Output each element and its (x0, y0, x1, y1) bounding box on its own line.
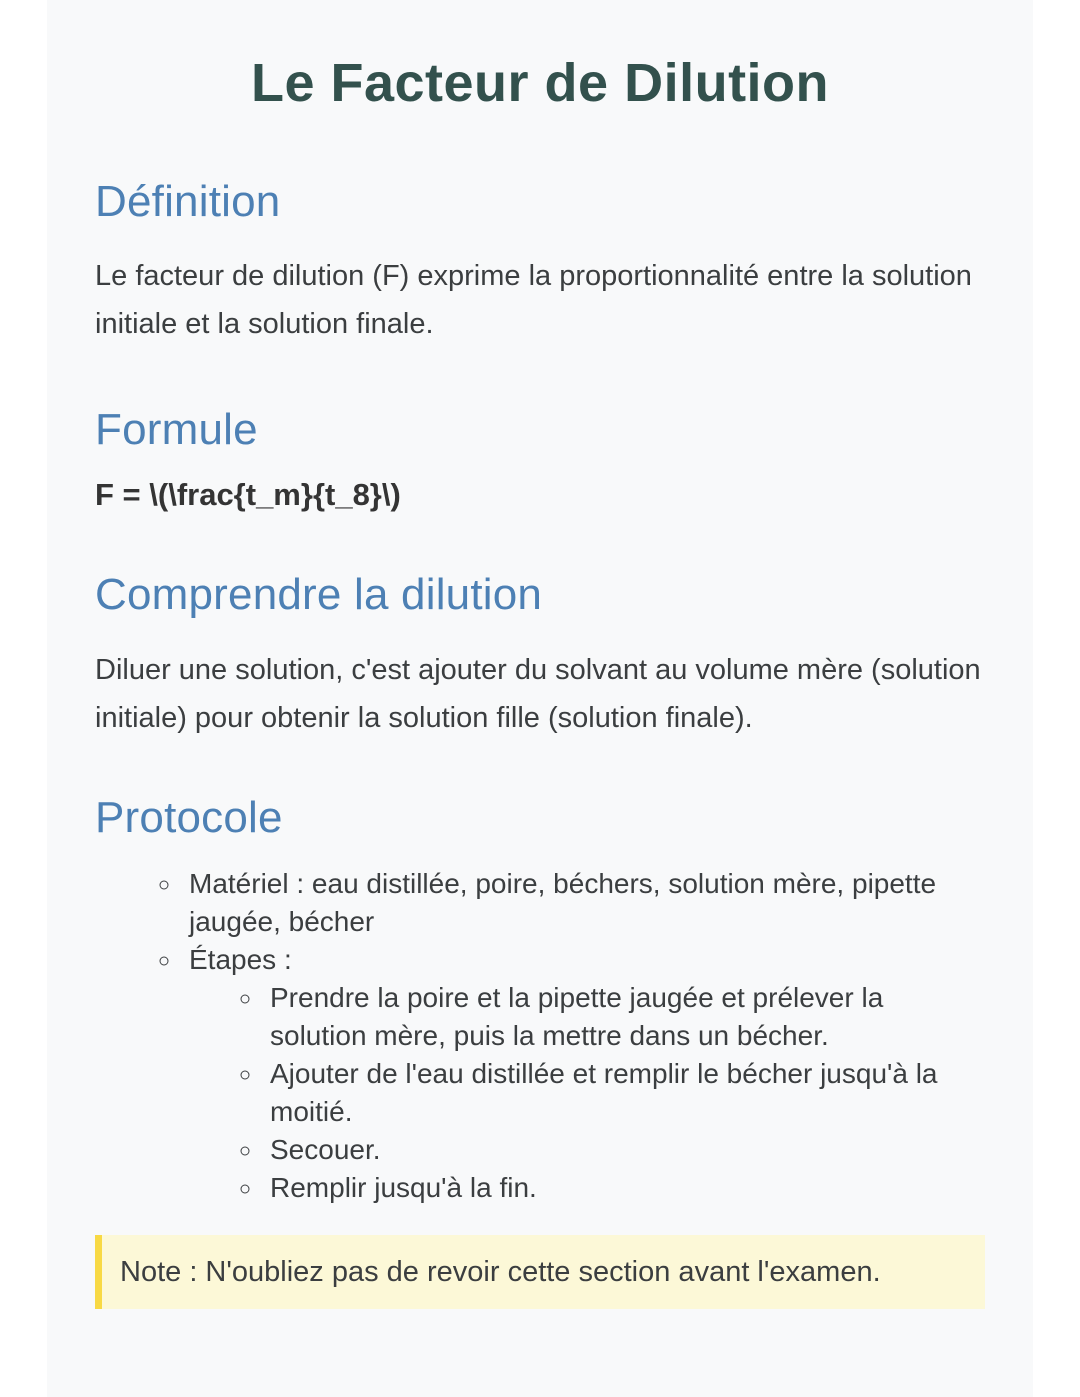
etapes-list (189, 979, 985, 1207)
protocole-list (95, 865, 985, 1207)
list-item-materiel: ◦ Matériel : eau distillée, poire, béchers, solution mère, pipette jaugée, bécher (183, 865, 985, 941)
formula-latex-text: F = \(\frac{t_m}{t_8}\) (95, 477, 401, 513)
etapes-label: Étapes : (189, 943, 292, 975)
heading-formule: Formule (95, 405, 258, 455)
section-formule (95, 404, 985, 517)
note-text: Note : N'oubliez pas de revoir cette section avant l'examen. (120, 1255, 881, 1288)
section-comprendre (95, 569, 985, 742)
etape-step-1: ◦ Prendre la poire et la pipette jaugée et prélever la solution mère, puis la mettre dans un bécher. (264, 979, 985, 1055)
etape-step-2: ◦ Ajouter de l'eau distillée et remplir le bécher jusqu'à la moitié. (264, 1055, 985, 1131)
list-item-etapes (183, 941, 985, 1207)
etape-step-4: ◦ Remplir jusqu'à la fin. (264, 1169, 985, 1207)
document-title: Le Facteur de Dilution (250, 53, 830, 113)
heading-protocole: Protocole (95, 792, 283, 842)
heading-definition: Définition (95, 176, 281, 226)
comprendre-paragraph: Diluer une solution, c'est ajouter du solvant au volume mère (solution initiale) pour obtenir la solution fille (solution finale). (95, 653, 981, 734)
heading-comprendre: Comprendre la dilution (95, 570, 543, 620)
section-protocole (95, 792, 985, 1207)
etape-step-3: ◦ Secouer. (264, 1131, 985, 1169)
document-card (47, 0, 1033, 1397)
note-callout (95, 1235, 985, 1309)
definition-paragraph: Le facteur de dilution (F) exprime la proportionnalité entre la solution initiale et la solution finale. (95, 260, 972, 341)
section-definition (95, 176, 985, 349)
